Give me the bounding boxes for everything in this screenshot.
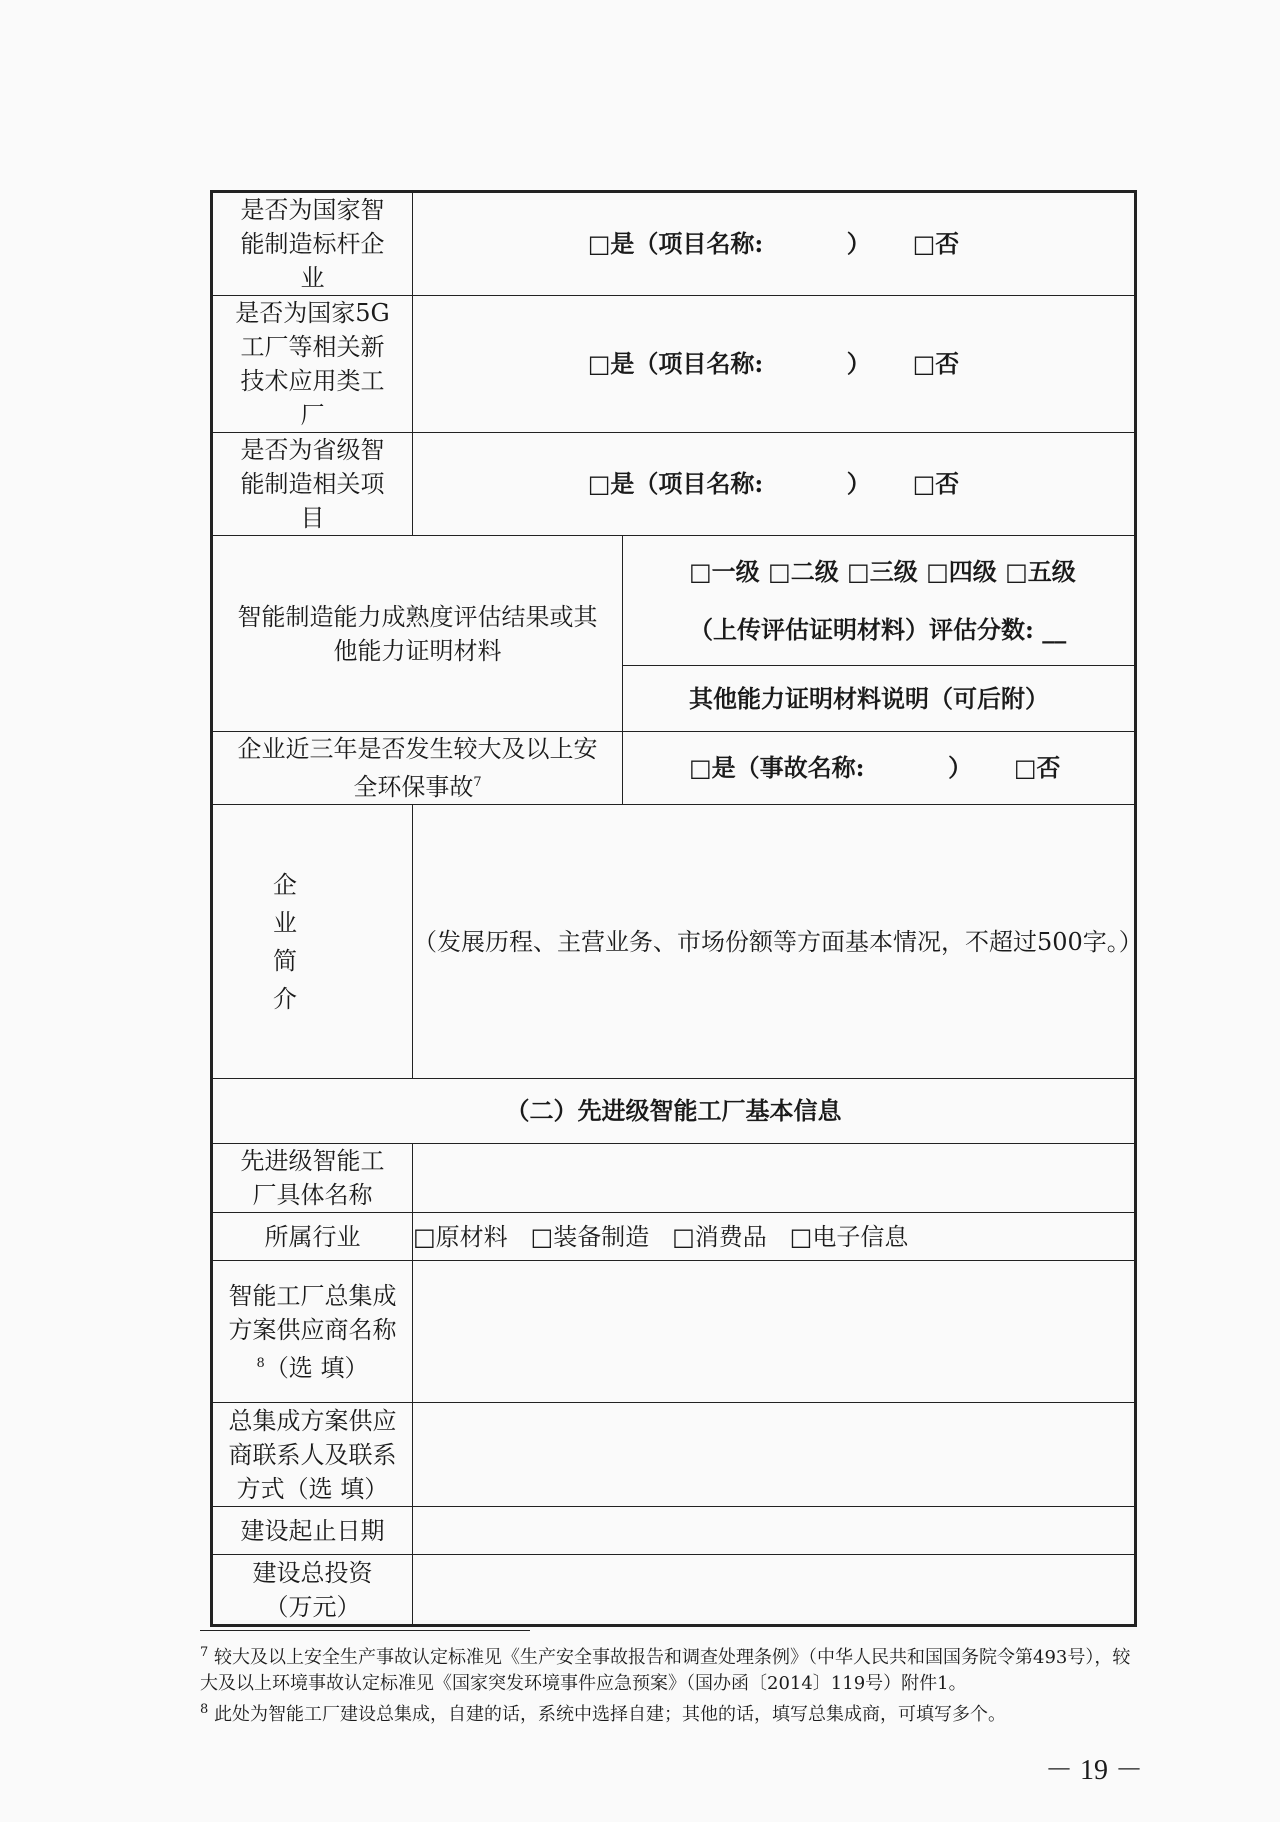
footnote-8-text: 此处为智能工厂建设总集成，自建的话，系统中选择自建；其他的话，填写总集成商，可填写多个。 [214,1704,1007,1725]
info-table [210,190,1143,1627]
maturity-upload[interactable]: （上传评估证明材料）评估分数: __ [689,614,1067,644]
footnote-7-text: 较大及以上安全生产事故认定标准见《生产安全事故报告和调查处理条例》（中华人民共和国国务院令第493号），较大及以上环境事故认定标准见《国家突发环境事件应急预案》（国办函〔2014〕119号）附件1。 [200,1647,1131,1694]
5g-factory-value[interactable]: □是（项目名称: ） □否 [413,296,1135,433]
footnote-7-marker: 7 [200,1645,209,1660]
footnotes [200,1640,1140,1728]
maturity-levels-cell[interactable] [623,536,1135,666]
intro-char: 业 [273,908,297,937]
provincial-project-value[interactable]: □是（项目名称: ） □否 [413,433,1135,536]
national-benchmark-value[interactable]: □是（项目名称: ） □否 [413,193,1135,296]
industry-label: 所属行业 [213,1213,413,1261]
footnote-ref-8: 8 [256,1355,265,1371]
maturity-label: 智能制造能力成熟度评估结果或其他能力证明材料 [213,536,623,732]
accident-label [213,732,623,805]
factory-name-label: 先进级智能工厂具体名称 [213,1144,413,1213]
investment-field[interactable] [413,1555,1135,1625]
footnote-7 [200,1640,1140,1697]
intro-char: 企 [273,870,297,899]
footnote-ref-7: 7 [473,775,482,790]
supplier-optional: （选 填） [264,1353,369,1382]
supplier-label [213,1261,413,1403]
intro-char: 介 [273,984,297,1013]
dates-label: 建设起止日期 [213,1507,413,1555]
intro-text[interactable]: （发展历程、主营业务、市场份额等方面基本情况，不超过500字。） [413,805,1135,1079]
footnote-divider [200,1630,530,1631]
maturity-other[interactable]: 其他能力证明材料说明（可后附） [623,666,1135,732]
intro-label [213,805,413,1079]
contact-label: 总集成方案供应商联系人及联系方式（选 填） [213,1403,413,1507]
maturity-levels[interactable]: □一级 □二级 □三级 □四级 □五级 [689,556,1076,586]
supplier-field[interactable] [413,1261,1135,1403]
section-title: （二）先进级智能工厂基本信息 [213,1079,1135,1144]
page-number: － 19 － [1045,1755,1144,1786]
industry-options[interactable]: □原材料 □装备制造 □消费品 □电子信息 [413,1213,1135,1261]
intro-char: 简 [273,946,297,975]
accident-value[interactable]: □是（事故名称: ） □否 [623,732,1135,805]
footnote-8-marker: 8 [200,1702,209,1717]
investment-label: 建设总投资（万元） [213,1555,413,1625]
footnote-8 [200,1697,1140,1728]
factory-name-field[interactable] [413,1144,1135,1213]
supplier-label-text: 智能工厂总集成方案供应商名称 [228,1281,397,1344]
accident-label-text: 企业近三年是否发生较大及以上安全环保事故 [237,735,598,801]
5g-factory-label: 是否为国家5G工厂等相关新技术应用类工厂 [213,296,413,433]
provincial-project-label: 是否为省级智能制造相关项目 [213,433,413,536]
dates-field[interactable] [413,1507,1135,1555]
contact-field[interactable] [413,1403,1135,1507]
national-benchmark-label: 是否为国家智能制造标杆企业 [213,193,413,296]
